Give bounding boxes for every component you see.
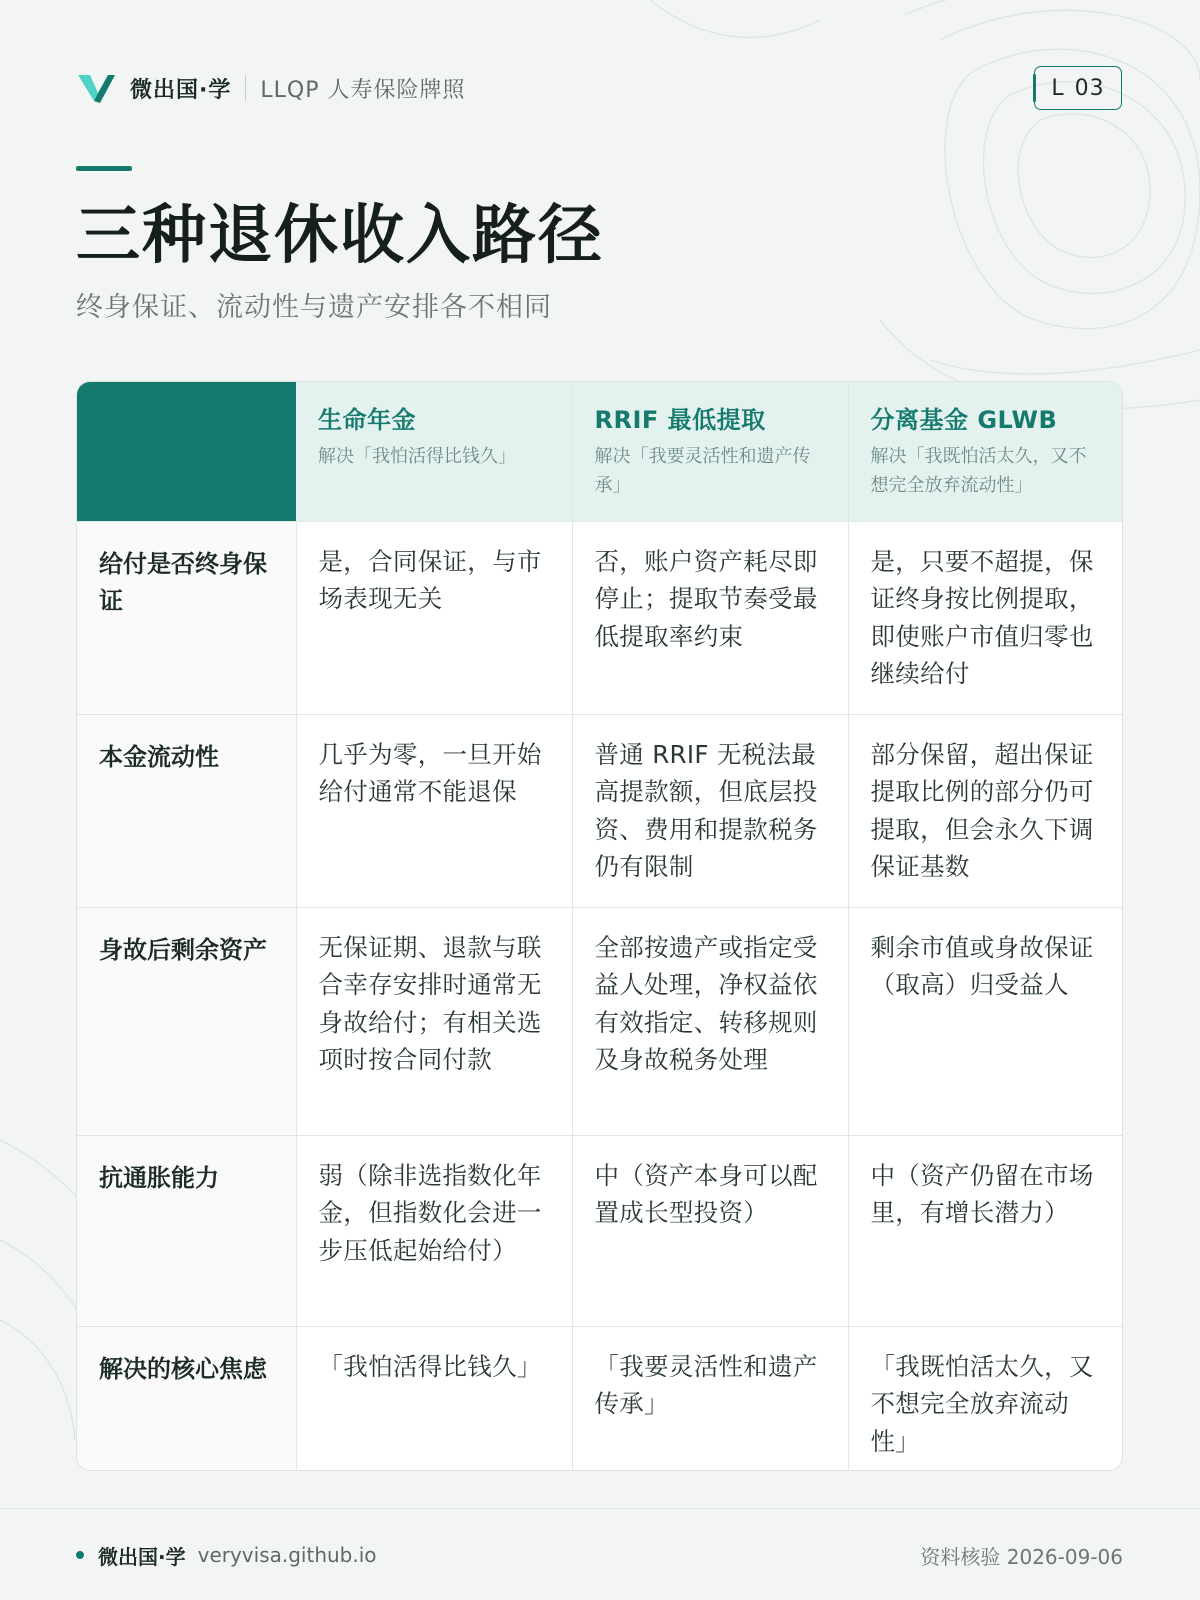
table-cell: 中（资产本身可以配置成长型投资） (572, 1135, 848, 1326)
column-description: 解决「我既怕活太久，又不想完全放弃流动性」 (870, 446, 1087, 496)
table-cell: 部分保留，超出保证提取比例的部分仍可提取，但会永久下调保证基数 (848, 714, 1123, 907)
table-cell: 弱（除非选指数化年金，但指数化会进一步压低起始给付） (296, 1135, 572, 1326)
column-header-annuity (296, 382, 572, 521)
table-cell: 否，账户资产耗尽即停止；提取节奏受最低提取率约束 (572, 521, 848, 714)
course-name: LLQP 人寿保险牌照 (260, 77, 466, 103)
table-cell: 剩余市值或身故保证（取高）归受益人 (848, 907, 1123, 1135)
table-cell: 是，只要不超提，保证终身按比例提取，即使账户市值归零也继续给付 (848, 521, 1123, 714)
table-cell: 「我怕活得比钱久」 (296, 1326, 572, 1471)
table-cell: 全部按遗产或指定受益人处理，净权益依有效指定、转移规则及身故税务处理 (572, 907, 848, 1135)
title-accent-bar (76, 166, 132, 171)
lesson-number: 03 (1074, 75, 1105, 101)
table-cell: 普通 RRIF 无税法最高提款额，但底层投资、费用和提款税务仍有限制 (572, 714, 848, 907)
footer-dot-icon (76, 1551, 84, 1559)
column-description: 解决「我要灵活性和遗产传承」 (594, 446, 811, 496)
table-cell: 「我既怕活太久，又不想完全放弃流动性」 (870, 1351, 1094, 1456)
table-corner-cell (77, 382, 296, 521)
lesson-letter: L (1051, 75, 1065, 101)
row-label: 本金流动性 (77, 714, 296, 907)
lesson-badge (1034, 66, 1122, 110)
table-header-row (77, 382, 1123, 521)
table-row (77, 1135, 1123, 1326)
row-label: 抗通胀能力 (77, 1135, 296, 1326)
column-header-rrif (572, 382, 848, 521)
verification-date: 资料核验 2026-09-06 (920, 1544, 1123, 1569)
table-row (77, 907, 1123, 1135)
brand-name: 微出国·学 (130, 77, 232, 103)
table-cell: 几乎为零，一旦开始给付通常不能退保 (296, 714, 572, 907)
table-cell: 「我要灵活性和遗产传承」 (572, 1326, 848, 1471)
table-cell: 是，合同保证，与市场表现无关 (296, 521, 572, 714)
column-header-glwb (848, 382, 1123, 521)
column-title: RRIF 最低提取 (594, 406, 766, 434)
table-row (77, 714, 1123, 907)
footer-brand: 微出国·学 (98, 1544, 186, 1569)
header-divider (245, 75, 246, 101)
row-label: 身故后剩余资产 (77, 907, 296, 1135)
column-description: 解决「我怕活得比钱久」 (318, 446, 516, 467)
table-cell: 中（资产仍留在市场里，有增长潜力） (848, 1135, 1123, 1326)
page-subtitle: 终身保证、流动性与遗产安排各不相同 (76, 292, 552, 323)
table-row (77, 1326, 1123, 1471)
table-row (77, 521, 1123, 714)
table-cell: 无保证期、退款与联合幸存安排时通常无身故给付；有相关选项时按合同付款 (296, 907, 572, 1135)
row-label: 解决的核心焦虑 (77, 1326, 296, 1471)
column-title: 分离基金 GLWB (870, 406, 1058, 434)
row-label: 给付是否终身保证 (77, 521, 296, 714)
header (76, 66, 465, 110)
footer (76, 1538, 1123, 1572)
comparison-table (76, 381, 1123, 1471)
brand-logo-icon (76, 71, 116, 105)
footer-divider (0, 1508, 1200, 1509)
footer-site-link[interactable]: veryvisa.github.io (197, 1543, 377, 1567)
column-title: 生命年金 (318, 406, 416, 434)
page-title: 三种退休收入路径 (76, 199, 604, 273)
